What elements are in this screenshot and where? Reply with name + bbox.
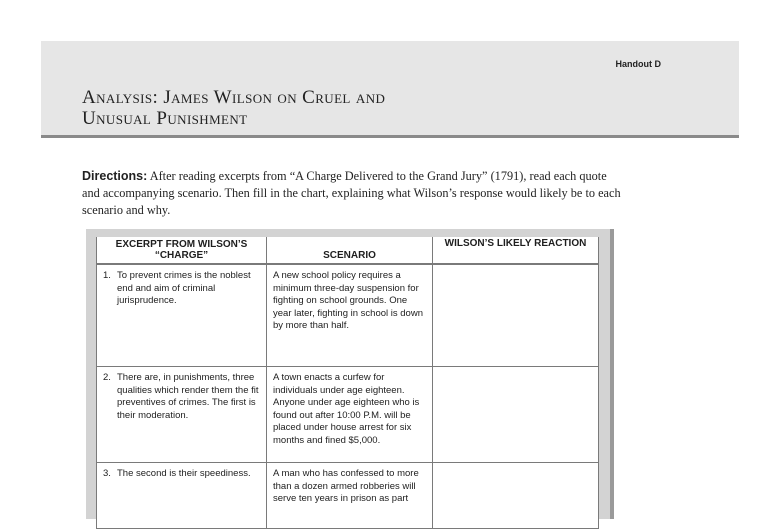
scenario-cell: A town enacts a curfew for individuals under age eighteen. Anyone under age eighteen who is found out after 10:00 P.M. will be placed under house arrest for six months and fined $5,000. xyxy=(267,367,433,463)
handout-label: Handout D xyxy=(615,59,661,69)
reaction-cell[interactable] xyxy=(433,264,599,367)
reaction-cell[interactable] xyxy=(433,463,599,529)
header-reaction: WILSON’S LIKELY REACTION xyxy=(433,237,599,264)
directions-text: After reading excerpts from “A Charge Delivered to the Grand Jury” (1791), read each quote and accompanying scenario. Then fill in the chart, explaining what Wilson’s response would likely be to each scenario and why. xyxy=(82,169,621,217)
table-frame xyxy=(86,229,610,519)
title-line-1: Analysis: James Wilson on Cruel and xyxy=(82,87,386,108)
scenario-cell: A new school policy requires a minimum three-day suspension for fighting on school grounds. One year later, fighting in school is down by more than half. xyxy=(267,264,433,367)
excerpt-cell xyxy=(97,463,267,529)
table-header-row xyxy=(97,237,599,264)
excerpt-cell xyxy=(97,264,267,367)
excerpt-text: There are, in punishments, three qualities which render them the fit preventives of crimes. The first is their moderation. xyxy=(117,372,259,421)
analysis-chart xyxy=(96,237,599,529)
excerpt-text: The second is their speediness. xyxy=(117,468,251,479)
table-row xyxy=(97,264,599,367)
header-band xyxy=(41,41,739,138)
directions-lead: Directions: xyxy=(82,169,148,183)
reaction-cell[interactable] xyxy=(433,367,599,463)
page-title xyxy=(82,87,682,129)
excerpt-cell xyxy=(97,367,267,463)
title-line-2: Unusual Punishment xyxy=(82,108,248,129)
table-row xyxy=(97,463,599,529)
row-number: 2. xyxy=(103,372,111,383)
scenario-cell: A man who has confessed to more than a dozen armed robberies will serve ten years in prison as part xyxy=(267,463,433,529)
table-row xyxy=(97,367,599,463)
directions xyxy=(82,168,622,219)
row-number: 3. xyxy=(103,468,111,479)
row-number: 1. xyxy=(103,270,111,281)
header-excerpt: EXCERPT FROM WILSON’S “CHARGE” xyxy=(97,237,267,264)
header-scenario: SCENARIO xyxy=(267,237,433,264)
excerpt-text: To prevent crimes is the noblest end and aim of criminal jurisprudence. xyxy=(117,270,251,307)
